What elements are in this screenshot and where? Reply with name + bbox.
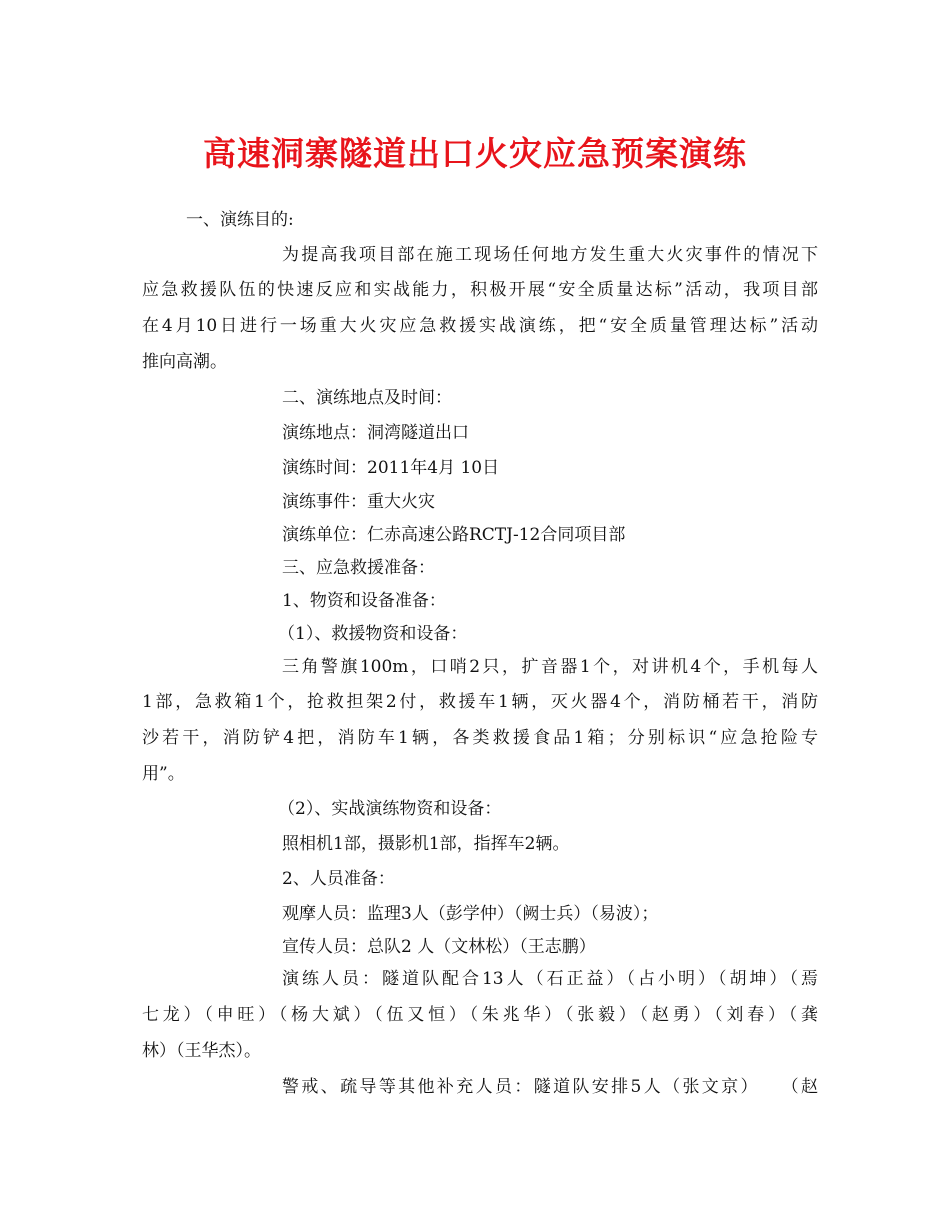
section-heading-purpose: 一、演练目的: — [186, 210, 294, 230]
paragraph-line: 三角警旗100m，口哨2只，扩音器1个，对讲机4个，手机每人 — [282, 657, 818, 677]
subsection-heading-rescue-equipment: （1）、救援物资和设备： — [278, 624, 468, 644]
paragraph-line: 沙若干，消防铲4把，消防车1辆，各类救援食品1箱；分别标识“应急抢险专 — [142, 728, 818, 748]
publicity-line: 宣传人员：总队2 人（文林松）（王志鹏） — [282, 937, 596, 957]
paragraph-line: 1部，急救箱1个，抢救担架2付，救援车1辆，灭火器4个，消防桶若干，消防 — [142, 692, 819, 712]
section-heading-preparation: 三、应急救援准备： — [282, 558, 435, 578]
paragraph-line: 推向高潮。 — [142, 352, 227, 372]
drill-event: 演练事件：重大火灾 — [282, 492, 435, 512]
paragraph-line: 林）（王华杰）。 — [142, 1041, 261, 1061]
observers-line: 观摩人员：监理3人（彭学仲）（阙士兵）（易波）； — [282, 904, 659, 924]
subsection-heading-drill-equipment: （2）、实战演练物资和设备： — [278, 799, 502, 819]
subsection-heading-personnel: 2、人员准备： — [282, 869, 395, 889]
paragraph-line: 警戒、疏导等其他补充人员：隧道队安排5人（张文京） （赵 — [282, 1077, 818, 1097]
document-title: 高速洞寨隧道出口火灾应急预案演练 — [203, 134, 747, 173]
section-heading-location-time: 二、演练地点及时间： — [282, 388, 452, 408]
drill-personnel-line: 演练人员：隧道队配合13人（石正益）（占小明）（胡坤）（焉 — [282, 969, 818, 989]
paragraph-line: 应急救援队伍的快速反应和实战能力，积极开展“安全质量达标”活动，我项目部 — [142, 280, 818, 300]
paragraph-line: 照相机1部，摄影机1部，指挥车2辆。 — [282, 834, 570, 854]
subsection-heading-materials: 1、物资和设备准备： — [282, 591, 446, 611]
paragraph-line: 为提高我项目部在施工现场任何地方发生重大火灾事件的情况下 — [282, 245, 818, 265]
paragraph-line: 在4月10日进行一场重大火灾应急救援实战演练，把“安全质量管理达标”活动 — [142, 316, 818, 336]
paragraph-line: 用”。 — [142, 764, 185, 784]
drill-unit: 演练单位：仁赤高速公路RCTJ-12合同项目部 — [282, 525, 626, 545]
drill-location: 演练地点：洞湾隧道出口 — [282, 423, 469, 443]
paragraph-line: 七龙）（申旺）（杨大斌）（伍又恒）（朱兆华）（张毅）（赵勇）（刘春）（龚 — [142, 1005, 818, 1025]
drill-time: 演练时间：2011年4月 10日 — [282, 458, 500, 478]
